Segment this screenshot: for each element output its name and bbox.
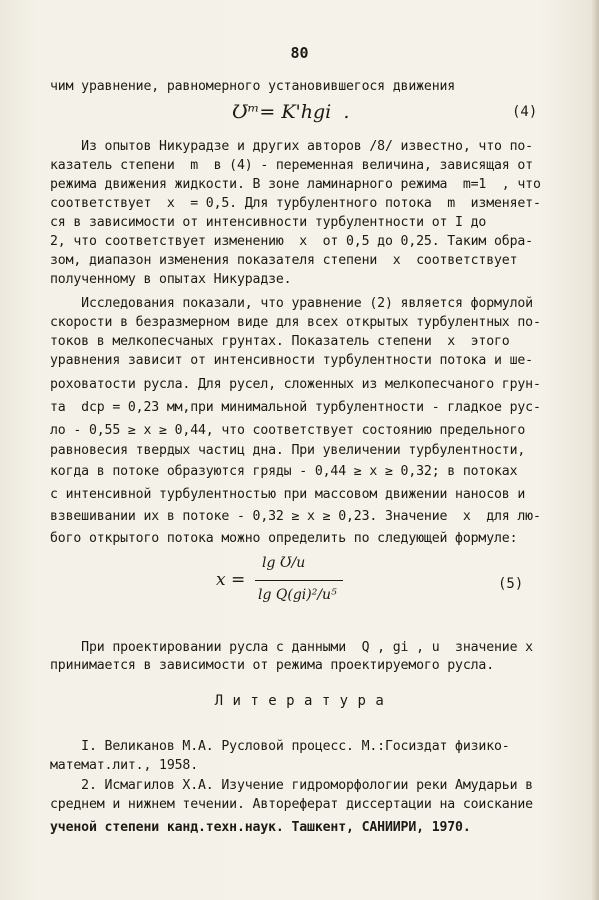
paragraph-2-line: уравнения зависит от интенсивности турбулентности потока и ше- — [50, 353, 533, 368]
paragraph-1-line: режима движения жидкости. В зоне ламинарного режима m=1 , что — [50, 177, 541, 192]
paragraph-2-line: Исследования показали, что уравнение (2) является формулой — [50, 296, 533, 311]
equation-number-5: (5) — [498, 576, 524, 592]
fraction-bar — [255, 580, 343, 581]
paragraph-2-line: с интенсивной турбулентностью при массовом движении наносов и — [50, 487, 526, 502]
formula-5-lhs: x = — [216, 570, 246, 590]
page-number: 80 — [290, 44, 309, 62]
reference-line: среднем и нижнем течении. Автореферат диссертации на соискание — [50, 797, 533, 812]
paragraph-1-line: Из опытов Никурадзе и других авторов /8/ известно, что по- — [50, 139, 533, 154]
reference-line: математ.лит., 1958. — [50, 758, 199, 773]
paragraph-3-line: При проектировании русла с данными Q , gi , u значение x — [50, 640, 533, 655]
paragraph-2-line: та dср = 0,23 мм,при минимальной турбулентности - гладкое рус- — [50, 400, 541, 415]
paragraph-2-line: взвешивании их в потоке - 0,32 ≥ x ≥ 0,23. Значение x для лю- — [50, 509, 541, 524]
paragraph-2-line: токов в мелкопесчаных грунтах. Показатель степени x этого — [50, 334, 510, 349]
reference-line: 2. Исмагилов Х.А. Изучение гидроморфологии реки Амударьи в — [50, 778, 533, 793]
paragraph-1-line: ся в зависимости от интенсивности турбулентности от I до — [50, 215, 487, 230]
paragraph-2-line: ло - 0,55 ≥ x ≥ 0,44, что соответствует состоянию предельного — [50, 423, 526, 438]
reference-line: I. Великанов М.А. Русловой процесс. М.:Госиздат физико- — [50, 739, 510, 754]
formula-5-numerator: lg Ʊ/u — [262, 555, 306, 571]
page-edge-shadow — [591, 0, 599, 900]
paragraph-2-line: скорости в безразмерном виде для всех открытых турбулентных по- — [50, 315, 541, 330]
equation-number-4: (4) — [512, 104, 538, 120]
formula-5-denominator: lg Q(gi)²/u⁵ — [258, 587, 337, 603]
paragraph-1-line: 2, что соответствует изменению x от 0,5 до 0,25. Таким обра- — [50, 234, 533, 249]
paragraph-2-line: когда в потоке образуются гряды - 0,44 ≥ x ≥ 0,32; в потоках — [50, 464, 518, 479]
formula-4: Ʊᵐ= K'hgi . — [232, 101, 350, 123]
references-heading: Л и т е р а т у р а — [214, 693, 385, 709]
reference-line: ученой степени канд.техн.наук. Ташкент, САНИИРИ, 1970. — [50, 820, 471, 835]
paragraph-2-line: роховатости русла. Для русел, сложенных из мелкопесчаного грун- — [50, 377, 541, 392]
paragraph-1-line: казатель степени m в (4) - переменная величина, зависящая от — [50, 158, 533, 173]
paragraph-2-line: равновесия твердых частиц дна. При увеличении турбулентности, — [50, 443, 526, 458]
paragraph-1-line: соответствует x = 0,5. Для турбулентного потока m изменяет- — [50, 196, 541, 211]
paragraph-3-line: принимается в зависимости от режима проектируемого русла. — [50, 658, 495, 673]
paragraph-1-line: полученному в опытах Никурадзе. — [50, 272, 292, 287]
text-line: чим уравнение, равномерного установившегося движения — [50, 79, 456, 94]
paragraph-2-line: бого открытого потока можно определить по следующей формуле: — [50, 531, 518, 546]
paragraph-1-line: зом, диапазон изменения показателя степени x соответствует — [50, 253, 518, 268]
